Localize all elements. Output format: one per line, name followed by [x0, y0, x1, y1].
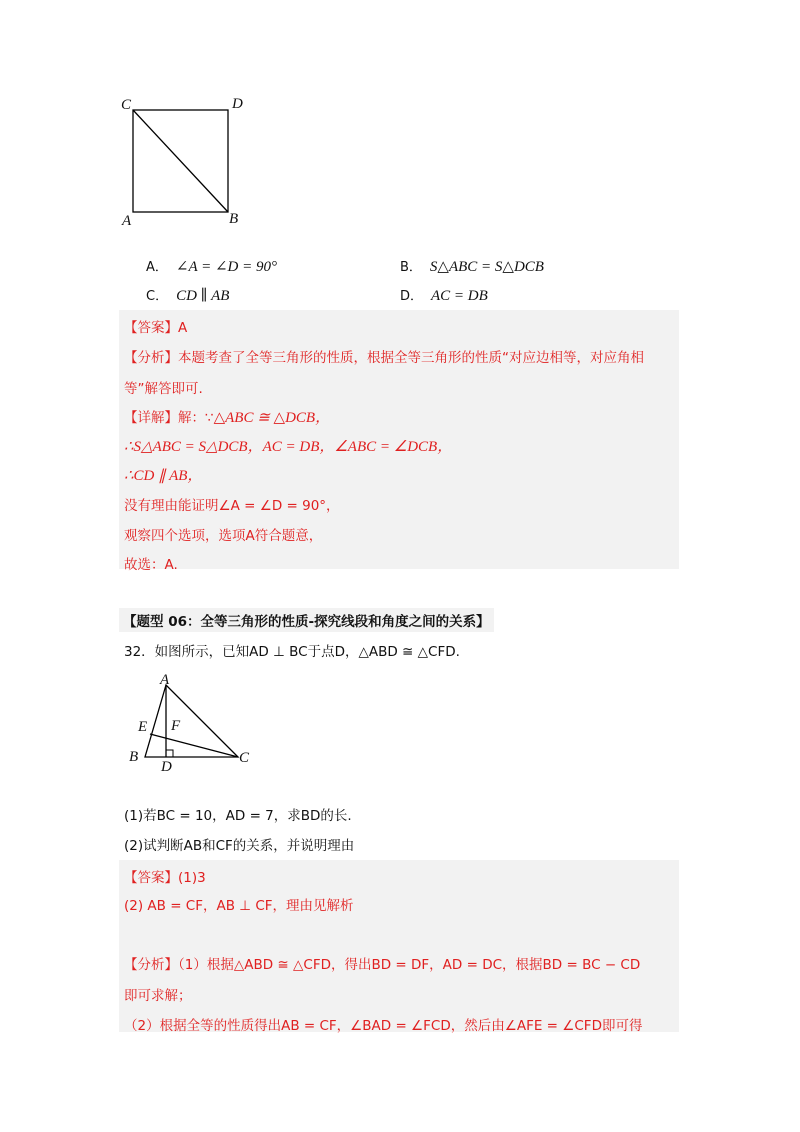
option-b[interactable]	[400, 256, 544, 276]
solution1-line-3: ∴CD ∥ AB，	[124, 468, 203, 484]
solution2-answer-2: (2) AB = CF，AB ⊥ CF，理由见解析	[124, 898, 354, 914]
option-a-label: A．	[146, 260, 168, 275]
fig2-label-C: C	[239, 750, 250, 766]
solution1-analysis-2: 等”解答即可.	[124, 381, 203, 397]
solution1-answer: 【答案】A	[124, 320, 188, 336]
fig2-label-D: D	[161, 759, 172, 775]
solution1-line-6: 故选：A.	[124, 557, 178, 573]
fig1-label-C: C	[121, 97, 132, 113]
solution1-analysis-1: 【分析】本题考查了全等三角形的性质，根据全等三角形的性质“对应边相等，对应角相	[124, 350, 644, 366]
solution2-analysis-2: 即可求解；	[124, 988, 192, 1004]
option-b-label: B．	[400, 260, 422, 275]
fig2-label-F: F	[171, 718, 181, 734]
solution1-detail-1	[124, 406, 330, 427]
fig1-label-B: B	[229, 211, 239, 227]
solution1-line-4: 没有理由能证明∠A = ∠D = 90°，	[124, 498, 340, 514]
fig2-label-A: A	[160, 672, 170, 688]
question-stem: 32．如图所示，已知AD ⊥ BC于点D，△ABD ≅ △CFD.	[124, 644, 460, 660]
option-b-text: S△ABC = S△DCB	[429, 259, 544, 275]
fig1-label-D: D	[232, 96, 243, 112]
solution1-line-2: ∴S△ABC = S△DCB，AC = DB，∠ABC = ∠DCB，	[124, 439, 453, 455]
option-c-label: C．	[146, 289, 169, 304]
option-c-text: CD ∥ AB	[176, 288, 230, 304]
fig2-label-B: B	[129, 749, 139, 765]
fig1-label-A: A	[122, 213, 132, 229]
option-d[interactable]	[400, 285, 488, 305]
fig2-label-E: E	[138, 719, 148, 735]
solution2-analysis-3: （2）根据全等的性质得出AB = CF，∠BAD = ∠FCD，然后由∠AFE = ∠CFD即可得	[124, 1018, 643, 1034]
solution2-answer: 【答案】(1)3	[124, 870, 206, 886]
option-d-text: AC = DB	[431, 288, 488, 304]
option-c[interactable]	[146, 285, 229, 305]
solution2-analysis-1: 【分析】（1）根据△ABD ≅ △CFD，得出BD = DF，AD = DC，根据BD = BC − CD	[124, 957, 641, 973]
section-title: 【题型 06：全等三角形的性质-探究线段和角度之间的关系】	[119, 608, 494, 632]
solution1-detail-math: △ABC ≅ △DCB，	[213, 410, 331, 426]
option-d-label: D．	[400, 289, 424, 304]
question-part-2: (2)试判断AB和CF的关系，并说明理由	[124, 838, 355, 854]
solution1-line-5: 观察四个选项，选项A符合题意，	[124, 528, 323, 544]
question-part-1: (1)若BC = 10，AD = 7，求BD的长.	[124, 808, 352, 824]
option-a[interactable]	[146, 256, 277, 276]
solution1-detail-prefix: 【详解】解：∵	[124, 410, 214, 426]
option-a-text: ∠A = ∠D = 90°	[175, 259, 278, 275]
